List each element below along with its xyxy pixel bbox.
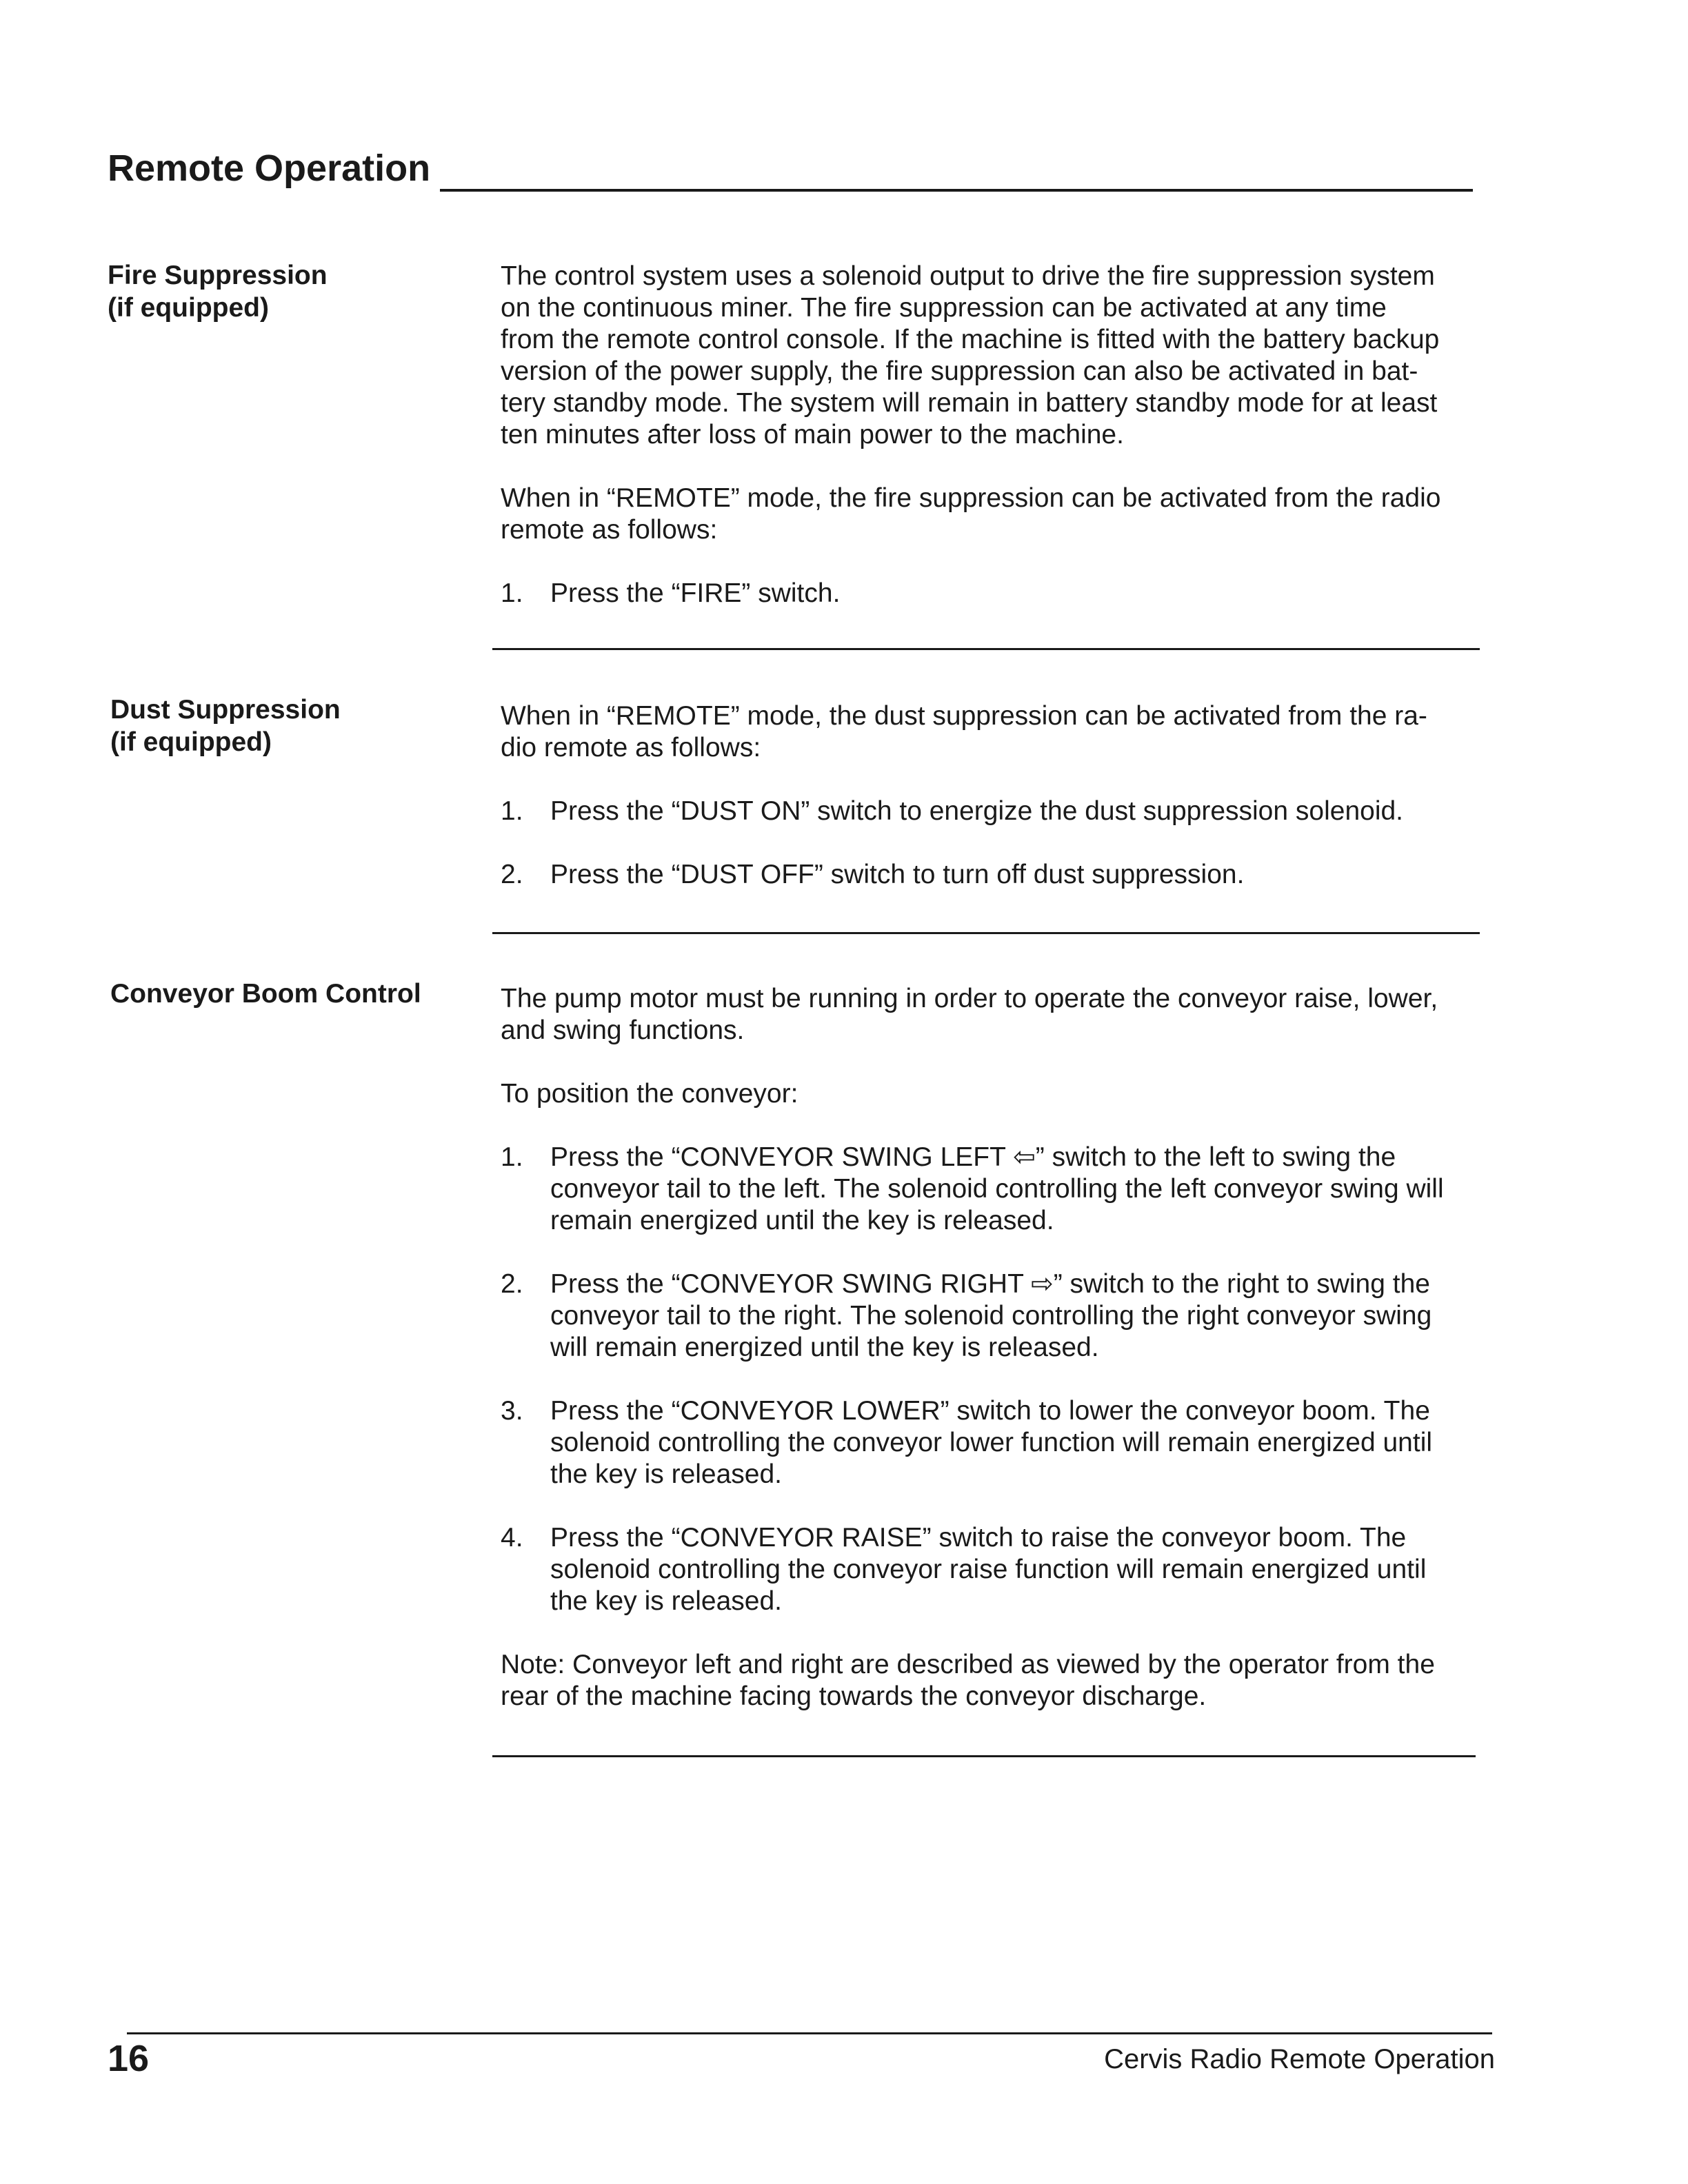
section-divider	[492, 932, 1480, 934]
dust-suppression-steps	[501, 796, 1480, 891]
step-number: 4.	[501, 1523, 523, 1553]
step-number: 3.	[501, 1396, 523, 1426]
list-item	[501, 1522, 1480, 1617]
step-number: 1.	[501, 796, 523, 826]
step-number: 2.	[501, 860, 523, 889]
list-item	[501, 578, 1480, 609]
dust-suppression-heading: Dust Suppression (if equipped)	[110, 695, 341, 757]
conveyor-steps	[501, 1142, 1480, 1617]
list-item	[501, 1395, 1480, 1490]
step-text: Press the “DUST OFF” switch to turn off dust suppression.	[550, 860, 1245, 889]
conveyor-note: Note: Conveyor left and right are described as viewed by the operator from the rear of the machine facing towards the conveyor discharge.	[501, 1650, 1435, 1711]
conveyor-intro: The pump motor must be running in order to operate the conveyor raise, lower, and swing functions.	[501, 984, 1438, 1045]
step-number: 2.	[501, 1269, 523, 1299]
section-divider	[492, 1755, 1476, 1757]
section-divider	[492, 648, 1480, 650]
fire-suppression-steps	[501, 578, 1480, 609]
page-title-text: Remote Operation	[108, 145, 440, 192]
footer-rule	[127, 2032, 1492, 2034]
step-text: Press the “DUST ON” switch to energize the dust suppression solenoid.	[550, 796, 1404, 826]
conveyor-boom-control-body	[501, 983, 1480, 1744]
page-title	[108, 142, 1473, 192]
list-item	[501, 796, 1480, 827]
fire-suppression-intro: The control system uses a solenoid output to drive the fire suppression system on the continuous miner. The fire suppression can be activated at any time from the remote control console. If the machine is fitted with the battery backup version of the power supply, the fire suppression can also be activated in bat- tery standby mode. The system will remain in battery standby mode for at least ten minutes after loss of main power to the machine.	[501, 261, 1440, 449]
list-item	[501, 1142, 1480, 1237]
conveyor-boom-control-heading: Conveyor Boom Control	[110, 979, 421, 1009]
list-item	[501, 859, 1480, 891]
step-text: Press the “CONVEYOR LOWER” switch to lower the conveyor boom. The solenoid controlling the conveyor lower function will remain energized until the key is released.	[550, 1396, 1433, 1489]
footer-doc-title: Cervis Radio Remote Operation	[1104, 2044, 1495, 2074]
step-text: Press the “FIRE” switch.	[550, 578, 841, 608]
conveyor-position-text: To position the conveyor:	[501, 1079, 798, 1109]
fire-suppression-remote-text: When in “REMOTE” mode, the fire suppression can be activated from the radio remote as follows:	[501, 483, 1441, 545]
dust-suppression-body	[501, 700, 1480, 891]
step-number: 1.	[501, 1142, 523, 1172]
fire-suppression-body	[501, 261, 1480, 609]
dust-suppression-intro: When in “REMOTE” mode, the dust suppression can be activated from the ra- dio remote as follows:	[501, 701, 1427, 762]
page-number: 16	[108, 2038, 150, 2079]
list-item	[501, 1268, 1480, 1364]
fire-suppression-heading: Fire Suppression (if equipped)	[108, 261, 328, 323]
step-number: 1.	[501, 578, 523, 608]
step-text: Press the “CONVEYOR RAISE” switch to raise the conveyor boom. The solenoid controlling the conveyor raise function will remain energized until the key is released.	[550, 1523, 1427, 1616]
step-text: Press the “CONVEYOR SWING RIGHT ⇨” switch to the right to swing the conveyor tail to the right. The solenoid controlling the right conveyor swing will remain energized until the key is released.	[550, 1269, 1432, 1362]
step-text: Press the “CONVEYOR SWING LEFT ⇦” switch to the left to swing the conveyor tail to the left. The solenoid controlling the left conveyor swing will remain energized until the key is released.	[550, 1142, 1444, 1235]
